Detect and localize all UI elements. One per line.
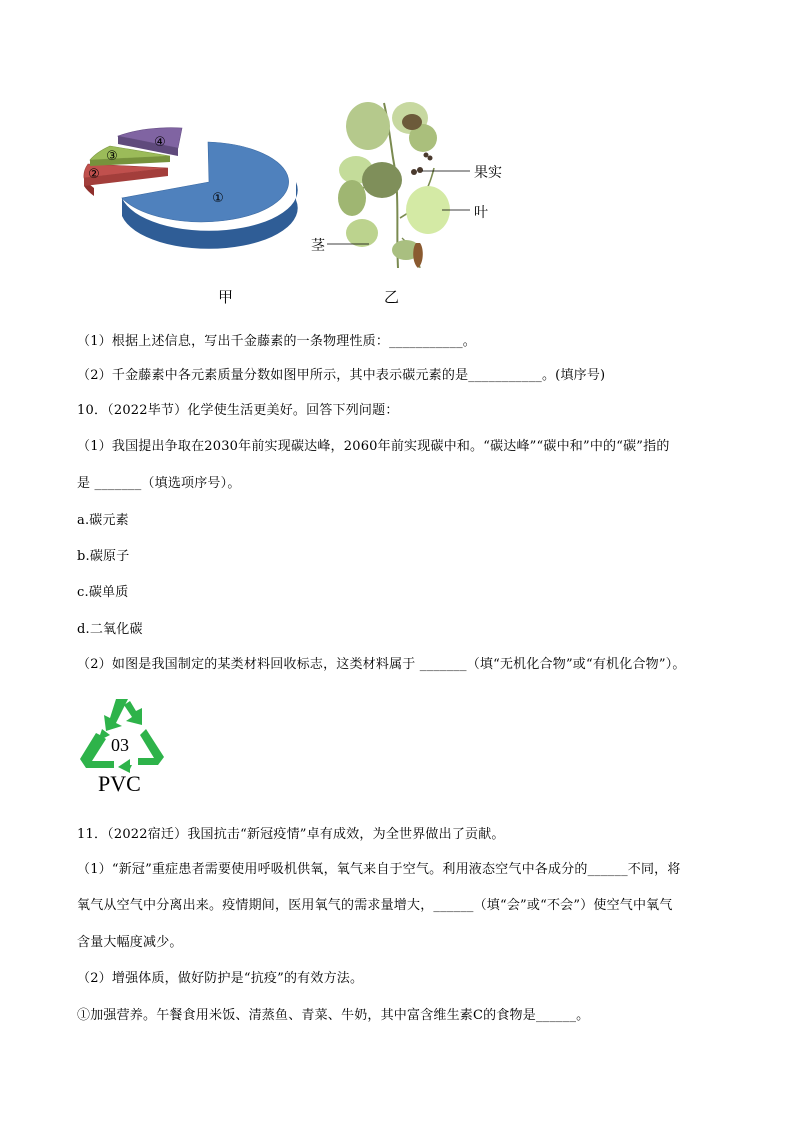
q11-sub1-line2: 氧气从空气中分离出来。疫情期间，医用氧气的需求量增大，______（填“会”或“不会”）使空气中氧气 [77,898,673,913]
recycle-symbol-icon [76,695,168,773]
q11-header: 11．（2022宿迁）我国抗击“新冠疫情”卓有成效，为全世界做出了贡献。 [77,827,505,842]
pie-chart-figure [78,120,303,250]
figure-caption-jia: 甲 [218,288,234,306]
plant-label-leaf: 叶 [474,205,488,221]
pie-label-4: ④ [154,135,166,150]
q10-option-c: c.碳单质 [77,585,129,600]
q10-option-a: a.碳元素 [77,513,129,528]
pie-label-2: ② [88,167,100,182]
q10-header: 10．（2022毕节）化学使生活更美好。回答下列问题： [77,403,399,418]
plant-label-fruit: 果实 [474,165,502,181]
q10-sub1-line1: （1）我国提出争取在2030年前实现碳达峰，2060年前实现碳中和。“碳达峰”“碳中和”中的“碳”指的 [77,439,670,454]
q10-sub1-line2: 是 _______（填选项序号）。 [77,476,241,491]
plant-label-stem: 茎 [311,238,325,254]
q11-sub1-line1: （1）“新冠”重症患者需要使用呼吸机供氧，氧气来自于空气。利用液态空气中各成分的______不同，将 [77,862,681,877]
recycle-name: PVC [98,771,141,796]
pie-label-3: ③ [106,149,118,164]
q11-sub2: （2）增强体质，做好防护是“抗疫”的有效方法。 [77,971,364,986]
q9-sub2: （2）千金藤素中各元素质量分数如图甲所示，其中表示碳元素的是___________。(填序号) [77,368,606,383]
q11-sub2-item1: ①加强营养。午餐食用米饭、清蒸鱼、青菜、牛奶，其中富含维生素C的食物是______。 [77,1008,590,1023]
q10-option-b: b.碳原子 [77,549,130,564]
q11-sub1-line3: 含量大幅度减少。 [77,935,183,950]
recycle-code: 03 [111,735,129,755]
fruit-icon [411,169,417,175]
q9-sub1: （1）根据上述信息，写出千金藤素的一条物理性质：___________。 [77,334,476,349]
leaf-icon [346,102,390,150]
figure-caption-yi: 乙 [384,288,400,306]
q10-sub2: （2）如图是我国制定的某类材料回收标志，这类材料属于 _______（填“无机化合物”或“有机化合物”）。 [77,657,686,672]
q10-option-d: d.二氧化碳 [77,622,143,637]
pie-label-1: ① [212,191,224,206]
